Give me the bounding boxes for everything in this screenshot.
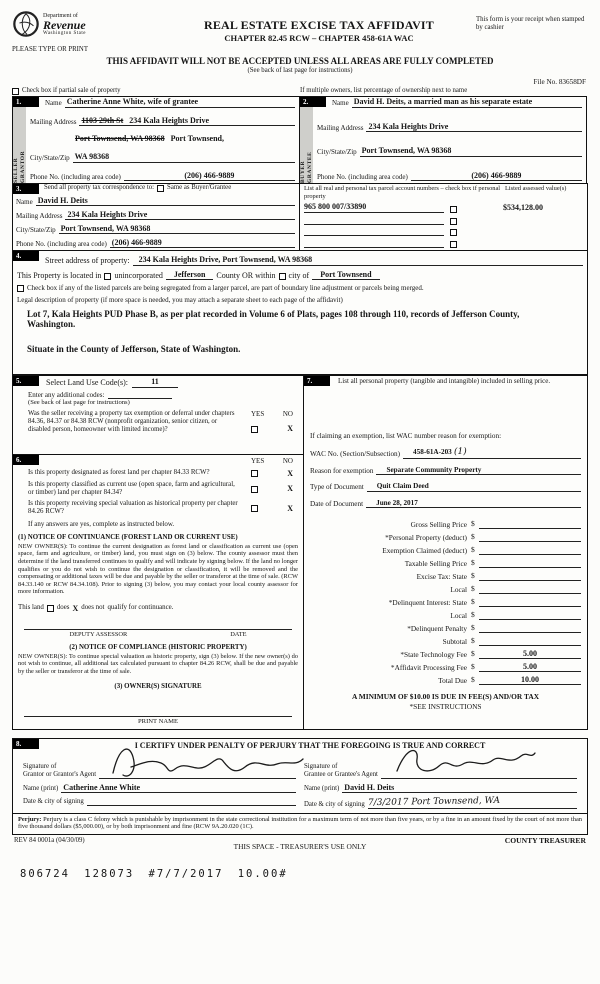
notice-compliance-title: (2) NOTICE OF COMPLIANCE (HISTORIC PROPERTY) xyxy=(69,643,247,651)
grantee-sig-label-2: Grantee or Grantee's Agent xyxy=(304,771,378,778)
money-label-3: Taxable Selling Price xyxy=(404,558,467,568)
perjury-text: Perjury is a class C felony which is punishable by imprisonment in the state correctional institution for a maximum term of not more than five years, or by a fine in an amount fixed by the court of not more than five thousand dollars ($5,000.00), or by both imprisonment and fine (RCW 9A.20.020 (1C). xyxy=(18,815,582,831)
personal-property-blank-area xyxy=(310,386,581,432)
grantor-name-value: Catherine Anne White xyxy=(63,782,141,792)
county-or-within-label: County OR within xyxy=(216,270,276,280)
buyer-grantee-strip xyxy=(300,107,313,183)
money-label-4: Excise Tax: State xyxy=(416,571,467,581)
land-use-section xyxy=(12,375,304,455)
does-label: does xyxy=(56,604,70,612)
classification-section xyxy=(12,454,304,730)
does-not-mark: X xyxy=(72,603,79,613)
does-not-label: does not xyxy=(81,604,105,612)
grantor-date-value xyxy=(87,797,296,806)
money-label-6: *Delinquent Interest: State xyxy=(388,597,467,607)
dollar-sign: $ xyxy=(471,532,475,542)
notice-continuance-text: NEW OWNER(S): To continue the current designation as forest land or classification as current use (open space, farm and agriculture, or timber) land, you must sign on (3) below. The county assessor must then determine if the land transferred continues to qualify and will indicate by signing below. If the land no longer qualifies or you do not wish to continue the designation or classification, it will be removed and the compensating or additional taxes will be due and payable by the seller or transferor at the time of sale. (RCW 84.33.140 or RCW 84.34.108). Prior to signing (3) below, you may contact your local county assessor for more information. xyxy=(18,542,298,596)
seller-name-label: Name xyxy=(45,99,62,108)
doc-type-value: Quit Claim Deed xyxy=(376,482,429,491)
buyer-phone-value: (206) 466-9889 xyxy=(471,170,522,180)
print-name-label: PRINT NAME xyxy=(138,717,178,725)
unincorporated-checkbox[interactable] xyxy=(104,273,111,280)
seller-phone-label: Phone No. (including area code) xyxy=(30,172,121,181)
segregated-label: Check box if any of the listed parcels are being segregated from a larger parcel, are part of boundary line adjustment or parcels being merged. xyxy=(27,284,424,293)
form-chapter: CHAPTER 82.45 RCW – CHAPTER 458-61A WAC xyxy=(224,33,414,44)
county-treasurer-label: COUNTY TREASURER xyxy=(504,835,586,845)
doc-type-label: Type of Document xyxy=(310,483,364,492)
grantor-sig-label-1: Signature of xyxy=(23,763,57,771)
this-land-label: This land xyxy=(18,604,44,612)
wac-value: 458-61A-203 xyxy=(413,448,452,457)
corr-phone-label: Phone No. (including area code) xyxy=(16,239,107,248)
please-type-note: PLEASE TYPE OR PRINT xyxy=(12,46,88,53)
money-value-0 xyxy=(479,520,581,529)
unincorporated-label: unincorporated xyxy=(114,270,163,280)
reason-value: Separate Community Property xyxy=(386,465,482,474)
header-left xyxy=(12,10,162,54)
dollar-sign: $ xyxy=(471,610,475,620)
historic-no-mark: X xyxy=(287,503,293,513)
section-4-badge: 4. xyxy=(13,251,39,261)
wac-handwritten: (1) xyxy=(453,446,467,458)
section-7-badge: 7. xyxy=(304,376,330,386)
seller-mailing-label: Mailing Address xyxy=(30,117,77,126)
grantee-signature-block xyxy=(300,755,581,809)
seller-mailing-value: 234 Kala Heights Drive xyxy=(129,115,210,125)
money-label-10: *State Technology Fee xyxy=(400,649,467,659)
corr-name-value: David H. Deits xyxy=(37,195,88,205)
certify-statement: I CERTIFY UNDER PENALTY OF PERJURY THAT THE FOREGOING IS TRUE AND CORRECT xyxy=(134,741,486,751)
money-value-7 xyxy=(479,611,581,620)
buyer-name-label: Name xyxy=(332,99,349,108)
notice-compliance-text: NEW OWNER(S): To continue special valuation as historic property, sign (3) below. If the new owner(s) do not wish to continue, all additional tax calculated pursuant to chapter 84.26 RCW, shall be due and payable by the seller or transferor at the time of sale. xyxy=(18,652,298,675)
city-of-value: Port Townsend xyxy=(312,270,379,280)
parcel-number-4 xyxy=(304,239,444,248)
situate-text: Situate in the County of Jefferson, State of Washington. xyxy=(27,343,241,354)
corr-mailing-label: Mailing Address xyxy=(16,211,63,220)
property-section xyxy=(12,250,588,375)
top-line xyxy=(12,87,588,95)
section-1-badge: 1. xyxy=(13,97,39,107)
minimum-fee-note: A MINIMUM OF $10.00 IS DUE IN FEE(S) AND/OR TAX xyxy=(351,692,540,702)
corr-city-label: City/State/Zip xyxy=(16,225,56,234)
cashier-receipt-stamp: 806724 128073 #7/7/2017 10.00# xyxy=(20,867,288,880)
owners-signature-label: (3) OWNER(S) SIGNATURE xyxy=(114,683,202,691)
seller-city-old: Port Townsend, WA 98368 xyxy=(75,134,165,144)
money-value-10: 5.00 xyxy=(479,649,581,659)
footer xyxy=(12,837,588,852)
seller-phone-value: (206) 466-9889 xyxy=(184,170,235,180)
section-5-badge: 5. xyxy=(13,376,39,386)
personal-property-checkbox-2[interactable] xyxy=(450,218,457,225)
parcel-number-3 xyxy=(304,227,444,236)
if-yes-note: If any answers are yes, complete as instructed below. xyxy=(28,520,175,528)
money-label-5: Local xyxy=(450,584,467,594)
same-as-buyer-label: Same as Buyer/Grantee xyxy=(167,184,232,192)
money-label-1: *Personal Property (deduct) xyxy=(385,532,467,542)
exemption-intro: If claiming an exemption, list WAC number reason for exemption: xyxy=(310,431,502,440)
current-use-yes-checkbox[interactable] xyxy=(251,486,258,493)
see-instructions-note: *SEE INSTRUCTIONS xyxy=(409,701,482,711)
additional-codes-blank xyxy=(108,391,172,399)
partial-sale-label: Check box if partial sale of property xyxy=(22,87,121,95)
perjury-notice xyxy=(12,813,588,835)
parcel-number-1: 965 800 007/33890 xyxy=(304,202,367,212)
forest-land-yes-checkbox[interactable] xyxy=(251,470,258,477)
grantor-signature-line xyxy=(99,755,296,779)
money-value-11: 5.00 xyxy=(479,662,581,672)
money-value-9 xyxy=(479,637,581,646)
grantee-signature xyxy=(389,739,539,783)
street-address-value: 234 Kala Heights Drive, Port Townsend, WA 98368 xyxy=(138,255,313,265)
money-value-4 xyxy=(479,572,581,581)
land-use-code-value: 11 xyxy=(132,377,178,387)
personal-property-label: List all personal property (tangible and intangible) included in selling price. xyxy=(338,377,551,386)
same-as-buyer-checkbox[interactable] xyxy=(157,185,164,192)
money-label-12: Total Due xyxy=(438,675,467,685)
money-value-6 xyxy=(479,598,581,607)
seller-name-value: Catherine Anne White, wife of grantee xyxy=(66,97,199,107)
grantor-word: GRANTOR xyxy=(19,150,26,184)
correspondence-section xyxy=(12,183,588,251)
header-title-block xyxy=(162,10,476,43)
section5-see-back: (See back of last page for instructions) xyxy=(28,399,130,407)
money-label-7: Local xyxy=(450,610,467,620)
land-use-label: Select Land Use Code(s): xyxy=(46,378,128,388)
historic-property-question: Is this property receiving special valuation as historical property per chapter 84.26 RCW? xyxy=(28,500,238,516)
dollar-sign: $ xyxy=(471,584,475,594)
form-title: REAL ESTATE EXCISE TAX AFFIDAVIT xyxy=(203,18,435,32)
dor-logo xyxy=(12,10,162,38)
city-of-label: city of xyxy=(288,270,310,280)
partial-sale-checkbox[interactable] xyxy=(12,88,19,95)
deputy-date-label: DATE xyxy=(230,631,247,639)
section-3-badge: 3. xyxy=(13,184,39,194)
section6-no-label: NO xyxy=(282,457,293,466)
deputy-assessor-label: DEPUTY ASSESSOR xyxy=(69,631,128,639)
doc-date-label: Date of Document xyxy=(310,499,364,508)
street-address-label: Street address of property: xyxy=(45,256,130,266)
wac-label: WAC No. (Section/Subsection) xyxy=(310,450,401,459)
dollar-sign: $ xyxy=(471,597,475,607)
revenue-seal-icon xyxy=(12,10,40,38)
dollar-sign: $ xyxy=(471,662,475,672)
grantee-signature-line xyxy=(381,755,577,779)
seller-word: SELLER xyxy=(13,157,20,184)
forest-land-no-mark: X xyxy=(287,468,293,478)
grantee-word: GRANTEE xyxy=(306,151,313,184)
buyer-phone-label: Phone No. (including area code) xyxy=(317,172,408,181)
money-table xyxy=(310,516,581,685)
reason-label: Reason for exemption xyxy=(310,466,374,475)
deferral-question: Was the seller receiving a property tax exemption or deferral under chapters 84.36, 84.37 or 84.38 RCW (nonprofit organization, senior citizen, or disabled person, homeowner with limited income)? xyxy=(28,409,235,433)
does-qualify-checkbox[interactable] xyxy=(47,605,54,612)
parcel-numbers-header: List all real and personal tax parcel account numbers – check box if personal property xyxy=(304,185,501,200)
grantor-date-label: Date & city of signing xyxy=(23,798,84,806)
grantor-name-print-label: Name (print) xyxy=(23,785,59,793)
corr-phone-value: (206) 466-9889 xyxy=(111,237,162,247)
dollar-sign: $ xyxy=(471,649,475,659)
buyer-mailing-label: Mailing Address xyxy=(317,123,364,132)
grantee-sig-label-1: Signature of xyxy=(304,763,338,771)
section5-no-label: NO xyxy=(282,409,293,418)
dollar-sign: $ xyxy=(471,623,475,633)
corr-mailing-value: 234 Kala Heights Drive xyxy=(67,209,148,219)
assessed-values-header: Listed assessed value(s) xyxy=(505,185,567,193)
party-row xyxy=(12,96,588,184)
dollar-sign: $ xyxy=(471,636,475,646)
header xyxy=(12,10,588,54)
section-6-badge: 6. xyxy=(13,455,39,465)
grantor-signature xyxy=(107,737,307,783)
money-label-0: Gross Selling Price xyxy=(410,519,467,529)
buyer-city-label: City/State/Zip xyxy=(317,148,357,157)
seller-city-label: City/State/Zip xyxy=(30,154,70,163)
county-value: Jefferson xyxy=(166,270,214,280)
dollar-sign: $ xyxy=(471,545,475,555)
money-value-5 xyxy=(479,585,581,594)
money-label-2: Exemption Claimed (deduct) xyxy=(382,545,467,555)
legal-description-label: Legal description of property (if more space is needed, you may attach a separate sheet to each page of the affidavit) xyxy=(17,296,343,305)
buyer-name-value: David H. Deits, a married man as his separate estate xyxy=(353,97,533,107)
treasurer-space-label: THIS SPACE - TREASURER'S USE ONLY xyxy=(233,841,367,851)
money-value-3 xyxy=(479,559,581,568)
assessed-value-1: $534,128.00 xyxy=(503,203,543,213)
current-use-no-mark: X xyxy=(287,484,293,494)
seller-city-value: WA 98368 xyxy=(74,152,110,162)
personal-property-checkbox-3[interactable] xyxy=(450,229,457,236)
file-number: File No. 83658DF xyxy=(533,77,586,86)
buyer-word: BUYER xyxy=(300,160,307,184)
grantor-sig-label-2: Grantor or Grantor's Agent xyxy=(23,771,97,778)
perjury-lead: Perjury: xyxy=(18,815,42,823)
logo-revenue-text: Revenue xyxy=(43,17,86,32)
additional-codes-label: Enter any additional codes: xyxy=(28,390,105,399)
personal-property-checkbox-4[interactable] xyxy=(450,241,457,248)
seller-grantor-strip xyxy=(13,107,26,183)
corr-name-label: Name xyxy=(16,197,33,206)
corr-city-value: Port Townsend, WA 98368 xyxy=(60,223,151,233)
forest-land-question: Is this property designated as forest land per chapter 84.33 RCW? xyxy=(28,468,210,476)
qualify-label: qualify for continuance. xyxy=(107,604,174,612)
seller-mailing-old: 1103 29th St xyxy=(81,115,124,125)
section6-yes-label: YES xyxy=(251,457,265,466)
signature-section xyxy=(12,738,588,813)
section5-yes-label: YES xyxy=(251,409,265,418)
money-label-9: Subtotal xyxy=(442,636,467,646)
seller-section xyxy=(12,96,300,184)
deputy-assessor-signature-line xyxy=(24,629,292,630)
money-value-12: 10.00 xyxy=(479,675,581,685)
money-label-8: *Delinquent Penalty xyxy=(407,623,467,633)
money-value-8 xyxy=(479,624,581,633)
section-8-badge: 8. xyxy=(13,739,39,749)
parcel-number-2 xyxy=(304,216,444,225)
lower-columns xyxy=(12,375,588,730)
dollar-sign: $ xyxy=(471,675,475,685)
deferral-no-mark: X xyxy=(287,424,293,434)
seller-city-cont: Port Townsend, xyxy=(170,134,225,144)
money-label-11: *Affidavit Processing Fee xyxy=(390,662,467,672)
grantee-date-label: Date & city of signing xyxy=(304,800,365,808)
completion-warning: THIS AFFIDAVIT WILL NOT BE ACCEPTED UNLESS ALL AREAS ARE FULLY COMPLETED xyxy=(106,56,494,67)
money-value-1 xyxy=(479,533,581,542)
grantee-date-value: 7/3/2017 Port Townsend, WA xyxy=(367,796,500,809)
buyer-section xyxy=(299,96,587,184)
multiple-owners-note: If multiple owners, list percentage of ownership next to name xyxy=(300,87,468,95)
send-correspondence-label: Send all property tax correspondence to: xyxy=(44,184,155,192)
city-of-checkbox[interactable] xyxy=(279,273,286,280)
money-value-2 xyxy=(479,546,581,555)
grantee-name-value: David H. Deits xyxy=(344,782,395,792)
see-back-note: (See back of last page for instructions) xyxy=(247,66,353,74)
dollar-sign: $ xyxy=(471,558,475,568)
receipt-note: This form is your receipt when stamped by cashier xyxy=(476,16,585,32)
dollar-sign: $ xyxy=(471,571,475,581)
grantee-name-print-label: Name (print) xyxy=(304,785,340,793)
historic-yes-checkbox[interactable] xyxy=(251,505,258,512)
print-name-line xyxy=(24,716,292,717)
located-in-label: This Property is located in xyxy=(17,270,102,280)
exemption-section xyxy=(303,375,588,730)
grantor-signature-block xyxy=(19,755,300,809)
logo-dept-text: Department of xyxy=(43,12,78,19)
form-revision: REV 84 0001a (04/30/09) xyxy=(14,836,85,844)
legal-description-text: Lot 7, Kala Heights PUD Phase B, as per plat recorded in Volume 6 of Plats, pages 108 through 110, records of Jefferson County, Washington. xyxy=(27,308,520,330)
personal-property-checkbox-1[interactable] xyxy=(450,206,457,213)
logo-state-text: Washington State xyxy=(43,30,87,36)
buyer-city-value: Port Townsend, WA 98368 xyxy=(361,146,452,156)
buyer-mailing-value: 234 Kala Heights Drive xyxy=(368,121,449,131)
doc-date-value: June 28, 2017 xyxy=(376,498,418,507)
notice-continuance-title: (1) NOTICE OF CONTINUANCE (FOREST LAND OR CURRENT USE) xyxy=(18,533,238,541)
current-use-question: Is this property classified as current use (open space, farm and agricultural, or timber) land per chapter 84.34? xyxy=(28,481,235,497)
section-2-badge: 2. xyxy=(300,97,326,107)
segregated-checkbox[interactable] xyxy=(17,285,24,292)
dollar-sign: $ xyxy=(471,519,475,529)
deferral-yes-checkbox[interactable] xyxy=(251,426,258,433)
